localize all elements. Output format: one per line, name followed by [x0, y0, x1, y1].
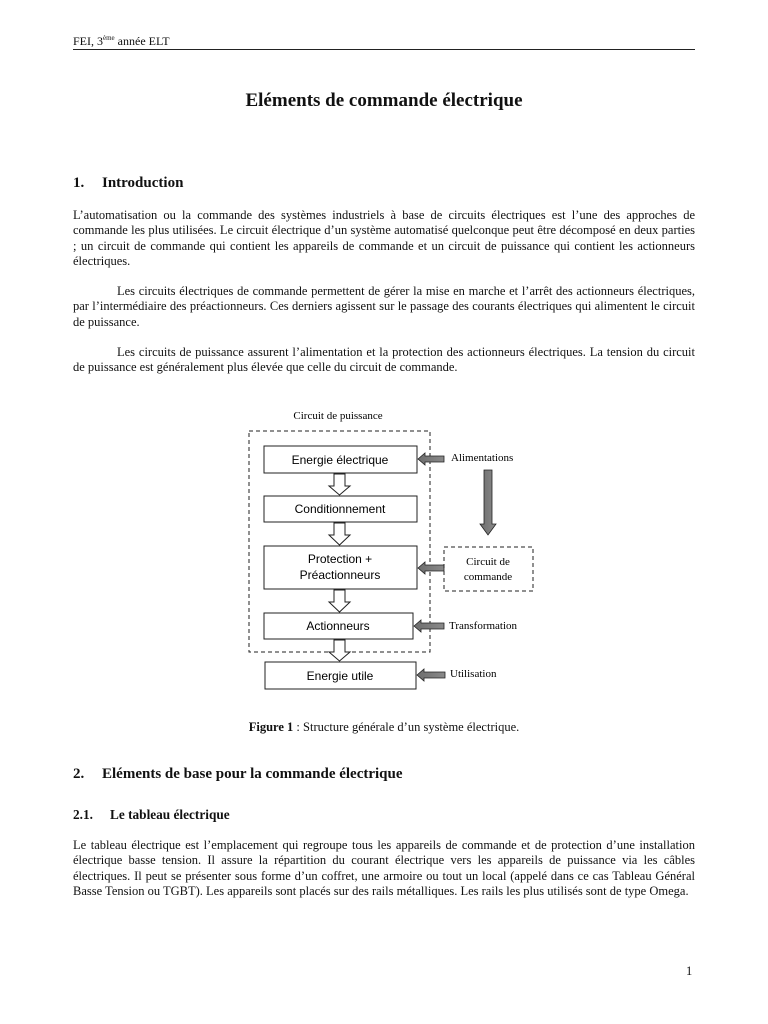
block-energie-label: Energie électrique [291, 453, 389, 467]
document-title: Eléments de commande électrique [245, 90, 523, 111]
label-utilisation: Utilisation [450, 668, 497, 680]
section1-paragraph-1: L’automatisation ou la commande des systèmes industriels à base de circuits électriques est l’une des approches de commande les plus utilisées. Le circuit électrique d’un système automatisé quelconque peut être décomposé en deux parties ; un circuit de commande qui contient les appareils de commande et un circuit de puissance qui contient les actionneurs électriques. [73, 208, 695, 268]
section2-paragraph: Le tableau électrique est l’emplacement qui regroupe tous les appareils de commande et de protection d’une installation électrique basse tension. Il assure la répartition du courant électrique vers les appareils de puissance via les câbles électriques. Il peut se présenter sous forme d’un coffret, une armoire ou tout un local (appelé dans ce cas Tableau Général Basse Tension ou TGBT). Les appareils sont placés sur des rails métalliques. Les rails les plus utilisés sont de type Omega. [73, 838, 695, 898]
header-suffix: année ELT [114, 34, 170, 48]
block-utile-label: Energie utile [306, 669, 374, 683]
subsection-title: Le tableau électrique [110, 807, 230, 822]
section2-title: Eléments de base pour la commande électrique [102, 766, 403, 782]
label-commande-1: Circuit de [466, 556, 510, 568]
section1-title: Introduction [102, 175, 184, 191]
label-transformation: Transformation [449, 620, 518, 632]
command-circuit-box [444, 547, 533, 591]
subsection-heading [73, 807, 230, 823]
figure-caption-text: : Structure générale d’un système électrique. [293, 720, 520, 734]
command-down-arrow [480, 470, 496, 535]
block-conditionnement-label: Conditionnement [294, 502, 386, 516]
input-arrow-utilisation [417, 669, 445, 681]
subsection-number: 2.1. [73, 807, 93, 822]
page-number: 1 [686, 964, 693, 978]
block-protection-label-2: Préactionneurs [299, 568, 381, 582]
input-arrow-commande [418, 562, 444, 574]
label-commande-2: commande [463, 571, 513, 583]
flow-arrow-3 [329, 590, 350, 612]
flow-arrow-4 [329, 640, 350, 661]
group-label: Circuit de puissance [293, 410, 383, 422]
figure-caption [0, 720, 768, 735]
flow-arrow-1 [329, 474, 350, 495]
section1-number: 1. [73, 175, 85, 191]
label-alimentations: Alimentations [451, 452, 514, 464]
section2-number: 2. [73, 766, 85, 782]
header-prefix: FEI, 3 [73, 34, 103, 48]
block-actionneurs-label: Actionneurs [306, 619, 370, 633]
header-sup: ème [103, 34, 115, 42]
figure-caption-label: Figure 1 [248, 720, 294, 734]
section1-paragraph-2: Les circuits électriques de commande permettent de gérer la mise en marche et l’arrêt des actionneurs électriques, par l’intermédiaire des préactionneurs. Ces derniers agissent sur le passage des courants électriques qui alimentent le circuit de puissance. [73, 284, 695, 329]
input-arrow-transformation [414, 620, 444, 632]
block-protection-label-1: Protection + [307, 552, 373, 566]
section2-heading [73, 766, 403, 783]
input-arrow-alimentations [418, 453, 444, 465]
section1-paragraph-3: Les circuits de puissance assurent l’alimentation et la protection des actionneurs électriques. La tension du circuit de puissance est généralement plus élevée que celle du circuit de commande. [73, 345, 695, 375]
flow-arrow-2 [329, 523, 350, 545]
